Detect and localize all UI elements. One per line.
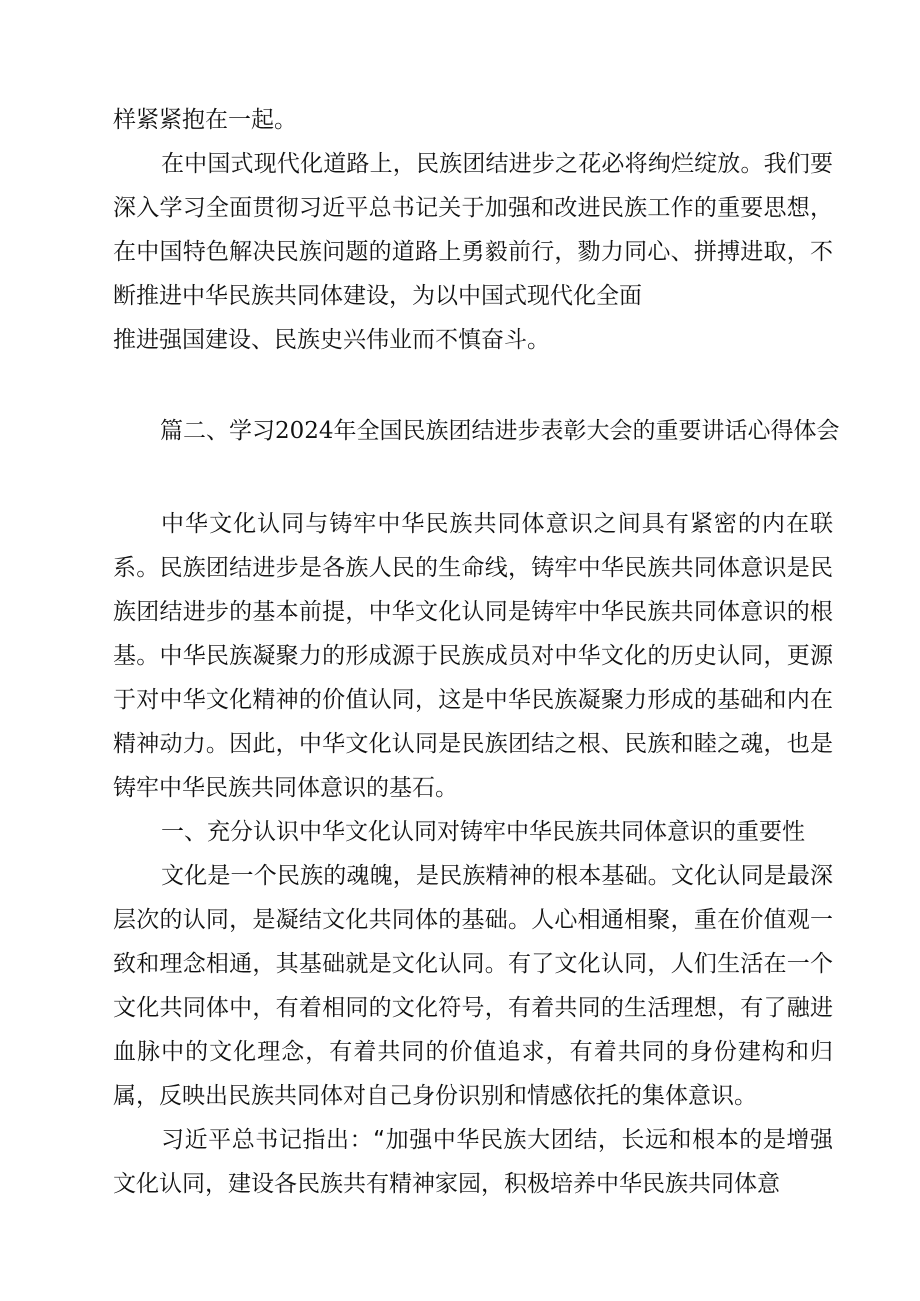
paragraph-conclusion: 在中国式现代化道路上，民族团结进步之花必将绚烂绽放。我们要深入学习全面贯彻习近平总书记关于加强和改进民族工作的重要思想，在中国特色解决民族问题的道路上勇毅前行，勠力同心、拼搏进取，不断推进中华民族共同体建设，为以中国式现代化全面 — [113, 151, 833, 309]
paragraph-culture: 文化是一个民族的魂魄，是民族精神的根本基础。文化认同是最深层次的认同，是凝结文化共同体的基础。人心相通相聚，重在价值观一致和理念相通，其基础就是文化认同。有了文化认同，人们生活在一个文化共同体中，有着相同的文化符号，有着共同的生活理想，有了融进血脉中的文化理念，有着共同的价值追求，有着共同的身份建构和归属，反映出民族共同体对自己身份识别和情感依托的集体意识。 — [113, 863, 833, 1109]
section-title: 篇二、学习2024年全国民族团结进步表彰大会的重要讲话心得体会 — [160, 418, 840, 444]
section-heading-one: 一、充分认识中华文化认同对铸牢中华民族共同体意识的重要性 — [161, 819, 805, 845]
paragraph-continuation: 样紧紧抱在一起。 — [113, 107, 297, 133]
paragraph-quote: 习近平总书记指出：“加强中华民族大团结，长远和根本的是增强文化认同，建设各民族共有精神家园，积极培养中华民族共同体意 — [113, 1127, 833, 1197]
paragraph-conclusion-last-line: 推进强国建设、民族史兴伟业而不慎奋斗。 — [113, 327, 550, 353]
paragraph-intro: 中华文化认同与铸牢中华民族共同体意识之间具有紧密的内在联系。民族团结进步是各族人民的生命线，铸牢中华民族共同体意识是民族团结进步的基本前提，中华文化认同是铸牢中华民族共同体意识的根基。中华民族凝聚力的形成源于民族成员对中华文化的历史认同，更源于对中华文化精神的价值认同，这是中华民族凝聚力形成的基础和内在精神动力。因此，中华文化认同是民族团结之根、民族和睦之魂，也是铸牢中华民族共同体意识的基石。 — [113, 511, 833, 801]
